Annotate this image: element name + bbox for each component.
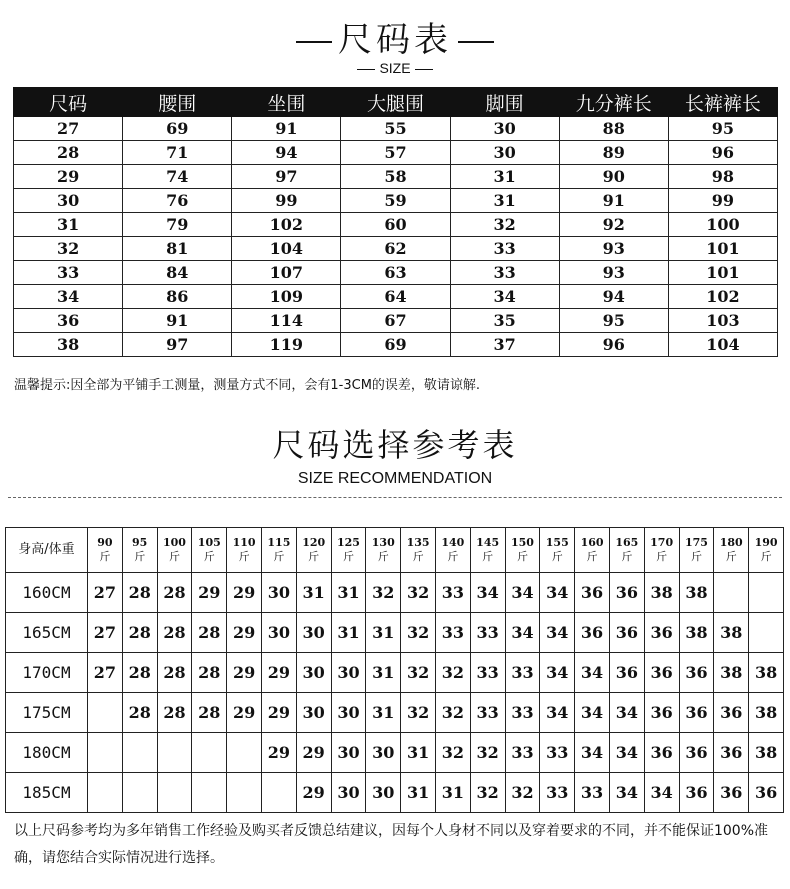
recommended-size-cell: 33 [435,573,470,613]
weight-header [470,528,505,573]
recommended-size-cell: 31 [366,653,401,693]
recommended-size-cell: 28 [192,693,227,733]
recommendation-row [6,733,784,773]
recommended-size-cell: 30 [331,773,366,813]
recommended-size-cell: 34 [540,653,575,693]
recommended-size-cell [122,773,157,813]
recommended-size-cell: 36 [749,773,784,813]
size-row [14,285,778,309]
weight-header [609,528,644,573]
recommended-size-cell: 32 [401,573,436,613]
weight-value: 145 [476,536,500,549]
weight-unit: 斤 [447,550,459,563]
recommended-size-cell: 27 [88,573,123,613]
recommended-size-cell: 33 [435,613,470,653]
recommended-size-cell: 36 [575,573,610,613]
size-cell: 96 [668,141,777,165]
weight-unit: 斤 [516,550,528,563]
recommended-size-cell: 36 [644,733,679,773]
height-label: 175CM [6,693,88,733]
size-chart-body [14,117,778,357]
size-cell: 67 [341,309,450,333]
size-cell: 90 [559,165,668,189]
recommended-size-cell: 29 [261,693,296,733]
recommended-size-cell: 31 [366,693,401,733]
recommended-size-cell [88,693,123,733]
recommended-size-cell: 28 [122,693,157,733]
size-cell: 81 [123,237,232,261]
recommended-size-cell: 34 [540,693,575,733]
size-chart-title-text: 尺码表 [338,20,452,60]
size-cell: 32 [450,213,559,237]
size-cell: 93 [559,237,668,261]
size-cell: 30 [14,189,123,213]
title-dash-left [296,41,332,43]
weight-value: 115 [267,536,291,549]
recommendation-row [6,773,784,813]
weight-unit: 斤 [238,550,250,563]
size-cell: 27 [14,117,123,141]
recommended-size-cell: 36 [679,653,714,693]
header-cell: 九分裤长 [559,88,668,117]
recommended-size-cell: 38 [749,693,784,733]
recommended-size-cell [261,773,296,813]
weight-header [575,528,610,573]
size-cell: 34 [14,285,123,309]
size-cell: 28 [14,141,123,165]
header-cell: 脚围 [450,88,559,117]
size-cell: 37 [450,333,559,357]
size-cell: 86 [123,285,232,309]
size-cell: 30 [450,117,559,141]
weight-unit: 斤 [168,550,180,563]
size-chart-subtitle-text: SIZE [379,60,411,76]
weight-header [296,528,331,573]
size-cell: 69 [123,117,232,141]
height-label: 180CM [6,733,88,773]
size-cell: 104 [232,237,341,261]
weight-value: 160 [580,536,604,549]
recommended-size-cell: 31 [401,733,436,773]
recommended-size-cell [227,773,262,813]
weight-header [435,528,470,573]
size-cell: 63 [341,261,450,285]
size-cell: 101 [668,237,777,261]
recommended-size-cell [192,733,227,773]
recommended-size-cell: 29 [192,573,227,613]
header-cell: 尺码 [14,88,123,117]
size-row [14,165,778,189]
size-cell: 97 [123,333,232,357]
size-cell: 114 [232,309,341,333]
size-row [14,189,778,213]
recommended-size-cell: 30 [331,693,366,733]
weight-value: 120 [302,536,326,549]
header-cell: 长裤裤长 [668,88,777,117]
recommended-size-cell: 31 [331,613,366,653]
weight-value: 130 [371,536,395,549]
size-cell: 101 [668,261,777,285]
recommended-size-cell: 38 [714,613,749,653]
weight-unit: 斤 [203,550,215,563]
size-cell: 119 [232,333,341,357]
recommended-size-cell [157,773,192,813]
weight-value: 155 [545,536,569,549]
weight-header [749,528,784,573]
size-cell: 57 [341,141,450,165]
weight-header [331,528,366,573]
subtitle-dash-left [357,69,375,70]
recommended-size-cell: 32 [435,693,470,733]
recommended-size-cell: 31 [296,573,331,613]
weight-unit: 斤 [586,550,598,563]
weight-header [540,528,575,573]
recommended-size-cell [714,573,749,613]
height-label: 165CM [6,613,88,653]
size-cell: 33 [450,237,559,261]
recommended-size-cell: 28 [122,573,157,613]
height-weight-corner: 身高/体重 [6,528,88,573]
size-chart-subtitle [0,60,790,76]
size-cell: 103 [668,309,777,333]
weight-header [88,528,123,573]
recommended-size-cell: 32 [435,733,470,773]
size-cell: 30 [450,141,559,165]
weight-unit: 斤 [760,550,772,563]
size-cell: 33 [450,261,559,285]
recommended-size-cell: 38 [679,573,714,613]
recommended-size-cell: 31 [401,773,436,813]
size-cell: 38 [14,333,123,357]
size-cell: 91 [559,189,668,213]
recommended-size-cell: 28 [157,653,192,693]
recommended-size-cell: 27 [88,613,123,653]
recommended-size-cell: 33 [575,773,610,813]
recommended-size-cell: 34 [540,573,575,613]
weight-header [227,528,262,573]
subtitle-dash-right [415,69,433,70]
size-cell: 79 [123,213,232,237]
weight-unit: 斤 [412,550,424,563]
weight-unit: 斤 [273,550,285,563]
header-cell: 腰围 [123,88,232,117]
size-chart-table [13,87,778,357]
size-cell: 34 [450,285,559,309]
recommended-size-cell: 33 [505,693,540,733]
recommended-size-cell: 36 [679,773,714,813]
weight-header [192,528,227,573]
recommended-size-cell: 34 [540,613,575,653]
recommended-size-cell: 30 [261,573,296,613]
size-cell: 71 [123,141,232,165]
weight-header [366,528,401,573]
weight-header [644,528,679,573]
recommended-size-cell: 33 [470,653,505,693]
recommended-size-cell [749,613,784,653]
size-row [14,213,778,237]
size-cell: 76 [123,189,232,213]
recommendation-row [6,613,784,653]
weight-value: 135 [406,536,430,549]
recommended-size-cell: 32 [401,613,436,653]
recommended-size-cell: 29 [227,573,262,613]
recommended-size-cell: 38 [714,653,749,693]
recommended-size-cell: 28 [122,613,157,653]
weight-value: 125 [336,536,360,549]
size-cell: 102 [232,213,341,237]
size-cell: 100 [668,213,777,237]
size-cell: 104 [668,333,777,357]
weight-value: 170 [650,536,674,549]
recommended-size-cell: 29 [296,733,331,773]
size-cell: 102 [668,285,777,309]
recommended-size-cell: 29 [227,653,262,693]
size-cell: 32 [14,237,123,261]
recommended-size-cell: 34 [609,693,644,733]
weight-header [679,528,714,573]
recommended-size-cell: 27 [88,653,123,693]
weight-header [261,528,296,573]
disclaimer-note: 以上尺码参考均为多年销售工作经验及购买者反馈总结建议，因每个人身材不同以及穿着要求的不同，并不能保证100%准确，请您结合实际情况进行选择。 [14,823,769,866]
size-row [14,309,778,333]
recommended-size-cell: 28 [157,693,192,733]
recommended-size-cell: 36 [609,573,644,613]
recommended-size-cell: 36 [575,613,610,653]
header-cell: 大腿围 [341,88,450,117]
size-chart-header-row [14,88,778,117]
recommended-size-cell: 30 [296,693,331,733]
recommended-size-cell: 32 [366,573,401,613]
recommended-size-cell [192,773,227,813]
recommended-size-cell: 33 [505,733,540,773]
recommended-size-cell: 36 [644,613,679,653]
recommended-size-cell [88,773,123,813]
recommendation-title: 尺码选择参考表 [272,426,518,464]
size-cell: 62 [341,237,450,261]
weight-unit: 斤 [377,550,389,563]
recommended-size-cell: 34 [575,693,610,733]
recommended-size-cell: 29 [227,693,262,733]
size-cell: 88 [559,117,668,141]
size-cell: 69 [341,333,450,357]
recommended-size-cell [227,733,262,773]
size-cell: 94 [559,285,668,309]
recommended-size-cell: 36 [714,733,749,773]
recommended-size-cell: 32 [505,773,540,813]
size-cell: 55 [341,117,450,141]
recommended-size-cell: 36 [609,613,644,653]
size-row [14,261,778,285]
size-cell: 58 [341,165,450,189]
size-cell: 95 [668,117,777,141]
size-cell: 59 [341,189,450,213]
header-cell: 坐围 [232,88,341,117]
weight-unit: 斤 [99,550,111,563]
weight-value: 95 [132,536,148,549]
size-cell: 31 [14,213,123,237]
weight-unit: 斤 [690,550,702,563]
recommended-size-cell: 33 [540,773,575,813]
weight-header [401,528,436,573]
size-cell: 92 [559,213,668,237]
recommended-size-cell: 33 [470,613,505,653]
size-cell: 94 [232,141,341,165]
weight-value: 100 [163,536,186,549]
size-cell: 31 [450,165,559,189]
recommended-size-cell: 36 [644,693,679,733]
weight-value: 190 [754,536,778,549]
size-cell: 95 [559,309,668,333]
weight-unit: 斤 [308,550,320,563]
recommended-size-cell: 31 [435,773,470,813]
height-label: 160CM [6,573,88,613]
recommended-size-cell: 30 [366,733,401,773]
recommended-size-cell: 30 [296,653,331,693]
recommended-size-cell: 32 [470,773,505,813]
size-row [14,141,778,165]
recommended-size-cell: 28 [192,653,227,693]
size-row [14,237,778,261]
size-cell: 93 [559,261,668,285]
measurement-tip: 温馨提示:因全部为平铺手工测量，测量方式不同，会有1-3CM的误差，敬请谅解. [14,378,481,393]
weight-header [122,528,157,573]
recommendation-row [6,653,784,693]
weight-unit: 斤 [725,550,737,563]
recommended-size-cell: 36 [679,693,714,733]
recommended-size-cell: 34 [575,733,610,773]
recommendation-subtitle: SIZE RECOMMENDATION [297,470,493,487]
recommended-size-cell: 32 [470,733,505,773]
recommended-size-cell: 29 [227,613,262,653]
size-cell: 107 [232,261,341,285]
recommended-size-cell: 29 [296,773,331,813]
size-cell: 31 [450,189,559,213]
recommended-size-cell: 36 [609,653,644,693]
size-cell: 97 [232,165,341,189]
recommended-size-cell: 32 [401,653,436,693]
weight-value: 105 [197,536,221,549]
size-row [14,117,778,141]
size-cell: 36 [14,309,123,333]
recommended-size-cell: 34 [470,573,505,613]
recommended-size-cell: 34 [644,773,679,813]
weight-unit: 斤 [134,550,146,563]
recommended-size-cell: 28 [157,573,192,613]
size-cell: 99 [232,189,341,213]
size-cell: 60 [341,213,450,237]
recommended-size-cell [88,733,123,773]
recommended-size-cell: 31 [366,613,401,653]
recommended-size-cell: 36 [714,773,749,813]
weight-value: 165 [615,536,639,549]
recommended-size-cell [157,733,192,773]
height-label: 170CM [6,653,88,693]
size-cell: 91 [123,309,232,333]
weight-header [714,528,749,573]
size-cell: 96 [559,333,668,357]
recommended-size-cell: 33 [505,653,540,693]
recommended-size-cell [749,573,784,613]
recommended-size-cell: 30 [331,733,366,773]
recommended-size-cell: 28 [192,613,227,653]
recommended-size-cell: 36 [644,653,679,693]
recommendation-header-row [6,528,784,573]
recommended-size-cell: 38 [749,733,784,773]
recommended-size-cell: 32 [435,653,470,693]
size-cell: 91 [232,117,341,141]
size-cell: 109 [232,285,341,309]
size-cell: 98 [668,165,777,189]
recommended-size-cell: 30 [331,653,366,693]
recommended-size-cell: 30 [296,613,331,653]
weight-value: 140 [441,536,465,549]
size-cell: 74 [123,165,232,189]
recommended-size-cell: 34 [609,773,644,813]
recommendation-row [6,693,784,733]
recommended-size-cell: 30 [366,773,401,813]
weight-value: 150 [510,536,534,549]
size-cell: 35 [450,309,559,333]
recommended-size-cell: 29 [261,733,296,773]
recommendation-body [6,573,784,813]
recommended-size-cell: 28 [122,653,157,693]
size-cell: 29 [14,165,123,189]
recommended-size-cell: 34 [609,733,644,773]
weight-unit: 斤 [621,550,633,563]
recommended-size-cell: 33 [470,693,505,733]
recommended-size-cell: 34 [505,613,540,653]
height-label: 185CM [6,773,88,813]
size-cell: 64 [341,285,450,309]
size-cell: 99 [668,189,777,213]
recommended-size-cell: 33 [540,733,575,773]
dashed-divider [8,497,782,498]
recommended-size-cell: 38 [644,573,679,613]
weight-header [505,528,540,573]
recommended-size-cell: 28 [157,613,192,653]
size-cell: 84 [123,261,232,285]
size-cell: 33 [14,261,123,285]
weight-value: 110 [232,536,256,549]
size-row [14,333,778,357]
recommended-size-cell: 36 [679,733,714,773]
recommended-size-cell: 29 [261,653,296,693]
recommended-size-cell: 38 [679,613,714,653]
weight-unit: 斤 [551,550,563,563]
title-dash-right [458,41,494,43]
weight-unit: 斤 [482,550,494,563]
size-chart-title [0,12,790,61]
recommendation-table [5,527,784,813]
weight-value: 180 [719,536,743,549]
weight-value: 90 [97,536,113,549]
recommended-size-cell: 36 [714,693,749,733]
recommended-size-cell: 34 [575,653,610,693]
recommended-size-cell: 34 [505,573,540,613]
recommended-size-cell: 31 [331,573,366,613]
recommended-size-cell: 30 [261,613,296,653]
weight-header [157,528,192,573]
weight-value: 175 [684,536,708,549]
recommendation-row [6,573,784,613]
recommended-size-cell [122,733,157,773]
recommended-size-cell: 32 [401,693,436,733]
weight-unit: 斤 [656,550,668,563]
recommended-size-cell: 38 [749,653,784,693]
weight-unit: 斤 [342,550,354,563]
size-cell: 89 [559,141,668,165]
